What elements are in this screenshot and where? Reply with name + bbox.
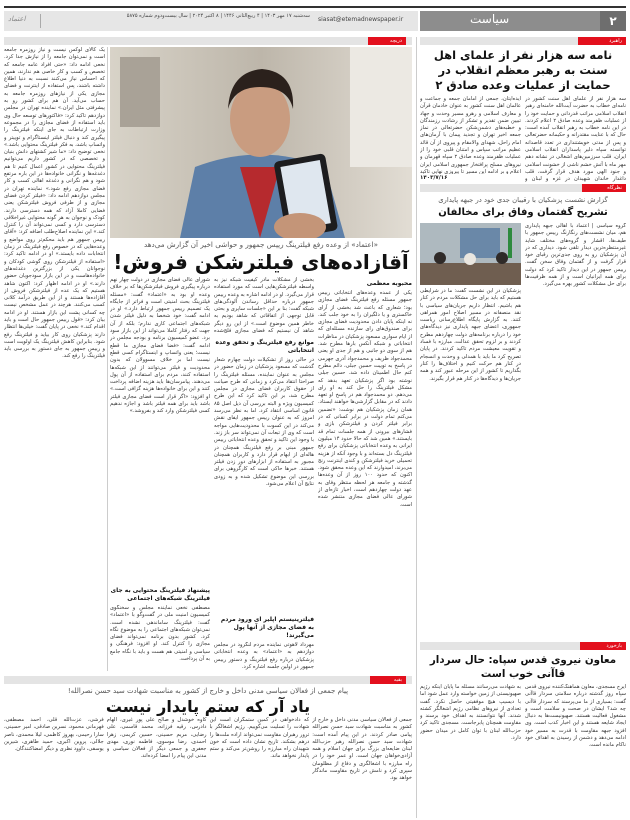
header-section-bar — [420, 11, 600, 31]
story2-kicker: گزارش نشست پزشکیان با رقیبان جدی خود در جبهه پایداری — [438, 196, 608, 204]
date-line: سه‌شنبه ۱۷ مهر ۱۴۰۳ | ۴ ربیع‌الثانی ۱۴۴۶ | ۸ اکتبر ۲۰۲۴ | سال بیست‌ودوم شماره ۵۸۷۵ — [126, 13, 310, 19]
bottom-col-3: کاوه خوشدل و صالح علی پور غیری، الهام دادرس، رقیه فرزانه، محمد قاسمی، علی رضایی، مریم حسینی، حسین کریمی، زهرا احمدی، رضا موسوی، فاطمه نوری، مهدی جعفری و جمعی دیگر از فعالان سیاسی و مدنی این پیام را امضا کرده‌اند. — [106, 717, 207, 760]
story3-columns — [420, 684, 626, 818]
tag-bar-viewpoint — [420, 184, 626, 192]
meeting-photo — [420, 223, 521, 285]
story1-headline: نامه سه هزار نفر از علمای اهل سنت به رهبر معظم انقلاب در حمایت از عملیات وعده صادق ۲ — [433, 48, 613, 92]
main-column-1 — [110, 277, 210, 671]
bottom-columns — [4, 717, 412, 818]
main-story — [110, 240, 412, 671]
story2 — [420, 192, 626, 639]
tag-bar-strategy — [420, 37, 626, 45]
main-photo — [110, 47, 412, 238]
tag-rest: بقیه — [370, 676, 406, 684]
subhead-content-filtering: پیشنهاد فیلترینگ محتوایی به جای فیلترینگ شبکه‌های اجتماعی — [110, 587, 210, 602]
story2-col-b: پزشکیان در این نشست گفت: ما در شرایطی هستیم که باید برای حل مشکلات مردم در کنار هم باشیم. انتظار داریم جریان‌های سیاسی با نقد منصفانه در مسیر اصلاح امور همراهی کنند. به گزارش پایگاه اطلاع‌رسانی ریاست جمهوری، اعضای جبهه پایداری نیز دیدگاه‌های خود را درباره برنامه‌های دولت چهاردهم مطرح کردند و بر لزوم تحقق عدالت، مبارزه با فساد و تقویت معیشت مردم تاکید کردند. در پایان تصریح کرد ما باید با همدلی و وحدت و انسجام در کنار هم حرکت کنیم و اختلاف‌ها را کنار بگذاریم تا کشور از این مرحله عبور کند و همه جریان‌ها و دیدگاه‌ها در کنار هم قرار بگیرند. — [420, 288, 521, 382]
header-divider — [40, 14, 41, 28]
bottom-headline: یاد آر که ستم پایدار نیست — [105, 697, 311, 716]
right-column — [420, 37, 626, 818]
story2-columns — [420, 223, 626, 639]
column-2-text-2: در حالی روز از تشکیلات دولت چهارم شعار گذشت که مسعود پزشکیان در زمان حضور در مجلس به عنوان نماینده، مسئله فیلترینگ را صراحتا انتقاد می‌کرد و زمانی که طرح صیانت از حقوق کاربران فضای مجازی در مجلس مطرح شد، بر این تاکید کرد که این طرح کمیسیون ویژه و البته بررسی آن ذیل اصل ۸۵ قانون اساسی انتقاد کرد. اما به نظر می‌رسد امروز که به عنوان رییس جمهور ایفای نقش می‌کند در این کسوت با محدودیت‌هایی مواجه است که وی از تبعات آن نمی‌تواند سر باز زند. با وجود این تاکید و تحقق وعده انتخاباتی رییس جمهور مبنی بر رفع فیلترینگ همچنان در هاله‌ای از ابهام قرار دارد و کاربران همچنان مجبور به استفاده از ابزارهای دور زدن فیلتر هستند. خبرها حاکی است که کارگروهی برای بررسی این موضوع تشکیل شده و به زودی نتایج آن اعلام می‌شود. — [214, 357, 314, 488]
column-2-text: بخشی از مشکلات مادر کیفیت شبکه نیز به واسطه فیلترشکن‌هایی است که مورد استفاده قرار می‌گیرد. او در ادامه اشاره به وعده رییس جمهور درباره حداقل رساندن آلودگی‌های شبکه گفت: بنا بر این «جلسات ساپری و بحثی قابل توجهی از اتفاقاتی که شاهد بودیم به خاطر همین موضوع است.» از این رو دیگر شاهد آن نیستیم که فضای مجازی فلج‌شده — [214, 277, 314, 335]
left-column-text: یک کالای لوکس نیست و نیاز روزمره جامعه است و نمی‌توان جامعه را از نیازش جدا کرد. نخعی ادامه داد: «حتی افراد عامه جامعه که تخصص و کسب و کار خاصی هم ندارند، همین که احساس نیاز می‌کنند نسبت به دنیا اطلاع داشته باشند، پس استفاده از اینترنت و فضای مجازی یکی از نیازهای روزمره جامعه به حساب می‌آید. آن هم برای کشور رو به پیشرفتی مثل ایران.» نماینده تهران در مجلس دوازدهم تاکید کرد: «فاکتورهای توسعه حال وی باید استفاده از فضای مجازی را در مجموعه وزارت ارتباطات به جای اینکه فیلترینگ را پیگیری کند و دنبال فیلتر اینستاگرام و توییتر و واتساپ باشد، به فکر فیلترینگ محتوایی باشد.» نخعی توضیح داد: «ما شیر کشتهای دانش بنیان و تخصصی که در کشور داریم می‌توانیم فیلترینگ محتوایی در کشور اعمال کنیم تا هم دغدغه‌ها و نگرانی خانواده‌ها در این باره مرتفع شود و هم نگرانی و دغدغه اهالی کسب و کار فضای مجازی رفع شود.» نماینده تهران در مجلس دوازدهم ادامه داد: «فیلتر کردن فضای مجازی و از طرفی فروش فیلترشکن یعنی فضایی کاملا آزاد که همه دسترسی دارند. کودک و نوجوان به هر گونه محتوایی غیراخلاقی دسترسی دارد و کسی نمی‌تواند آن را کنترل کند.» این نماینده اصلاح‌طلب اضافه کرد: «آقای رییس جمهور هم باید محکم‌تر روی مواضع و وعده‌هایی که در خصوص رفع فیلترینگ در زمان انتخابات داده بایستد.» او در ادامه تاکید کرد: «استفاده از فیلترشکن روی گوشی کودکان و نوجوانان یکی از بزرگترین دغدغه‌های خانواده‌هاست و در این بازار سودجویان حضور دارند.» او در ادامه اظهار کرد: اکنون شاهد هستیم که یک عده از فیلترشکن فروش از آقازاده‌ها هستند و از این طریق درآمد کلانی کسب می‌کنند. هرچند در عمل مشخص نیست چه کسانی پشت این بازار هستند. او در ادامه بیان کرد: «قول رییس جمهور حال است و باید اقدام کند.» نخعی در پایان گفت: خیلی‌ها انتظار دارند پزشکیان روی کار بیاید و فیلترینگ رفع شود. بنابراین کاهش فیلترینگ یک اولویت است و رییس جمهور به جای دستور به بررسی باید فیلترینگ را رفع کند. — [4, 47, 105, 360]
bottom-story — [4, 676, 412, 818]
column-2-text-3: مهرداد لاهوتی نماینده مردم لنگرود در مجلس دوازدهم به «اعتماد» به وعده انتخاباتی پزشکیان درباره رفع فیلترینگ و دستور رییس جمهور در اولین جلسه اشاره کرد. — [214, 642, 314, 670]
bottom-col-1: جمعی از فعالان سیاسی مدنی داخل و خارج از کشور به مناسبت شهادت سید حسن نصرالله پیامی صادر کردند. در این پیام آمده است: شهادت سید حسن نصرالله رهبر حزب‌الله لبنان ضایعه‌ای بزرگ برای جهان اسلام و همه آزادی‌خواهان جهان است. او عمر خود را در راه مبارزه با اشغالگری و دفاع از مظلومان سپری کرد و نامش در تاریخ مقاومت ماندگار خواهد بود. — [312, 717, 412, 782]
subhead-vpn-sellers: فیلترینیستم اپلیر ای ورود مردم به فضای مجازی از آنها پول می‌گیرند! — [220, 616, 314, 639]
man-with-phone-photo — [110, 47, 412, 238]
main-column-2 — [214, 277, 314, 671]
story2-headline: تشریح گفتمان وفاق برای مخالفان — [438, 207, 608, 218]
story1-columns — [420, 96, 626, 182]
story2-col-a: گروه سیاسی | اعتماد با اهالی جبهه پایداری هم، میان نشست‌های رنگارنگ رییس جمهور با طیف‌ها، اقشار و گروه‌های مختلف شاید غیرمنتظره‌ترین دیدار تلقی شود. دیداری که در آن پزشکیان رو به روی جدی‌ترین رقبای خود قرار گرفت و از گفتمان وفاق سخن گفت. رییس جمهور در این دیدار تاکید کرد که دولت برای همه ایرانیان است و از همه ظرفیت‌ها برای حل مشکلات کشور بهره می‌گیرد. — [525, 223, 626, 288]
main-kicker: «اعتماد» از وعده رفع فیلترینگ رییس جمهور و حواشی اخیر آن گزارش می‌دهد — [143, 240, 379, 249]
tag-feedback: بازخورد — [580, 642, 626, 650]
story2-col-b-wrap — [420, 223, 521, 639]
tag-strategy: راهبرد — [578, 37, 626, 45]
header-email[interactable]: siasat@etemadnewspaper.ir — [318, 16, 404, 23]
tag-bar-rest — [4, 676, 412, 684]
story1-date: ۱۴۰۳/۷/۱۶ — [420, 175, 448, 181]
bottom-kicker: پیام جمعی از فعالان سیاسی مدنی داخل و خارج از کشور به مناسبت شهادت سید حسن نصرالله! — [67, 687, 349, 695]
story1-col-a: سه هزار نفر از علمای اهل سنت کشور در نامه‌ای خطاب به حضرت آیت‌الله خامنه‌ای رهبر انقلاب اسلامی مراتب قدردانی و حمایت خود را از عملیات ظفرمند وعده صادق ۲ اعلام کردند. در این نامه خطاب به رهبر انقلاب آمده است: حال که با عنایت مقتدرانه و حکیمانه حضرتعالی و پس از مدتی خویشتنداری در تعدد قاصدانه توانسته سپاه دلیر پاسداران انقلاب اسلامی ایران، قلب سرزمین‌های اشغالی در نشانه دهم مهر ماه با آتش خشم ناشی از خشونت اسلامی و جنود الهی مورد هدف قرار گرفت، قلب داغدار خاندان شهیدان در غزه و لبنان و — [525, 96, 626, 182]
subhead-obstacles: موانع رفع فیلترینگ و تحقق وعده انتخاباتی — [215, 339, 314, 354]
tag-bar-window — [4, 37, 412, 45]
main-columns — [110, 277, 412, 671]
story3-col-b: به شهادت می‌رسانند مسئله ما پایان اینکه رژیم صهیونیستی از زمین خواسته وارد عمل شود اما با دیسیپ هیچ موفقیتی حاصل نکرد. گفت تعدادی از نیروهای نظامی رژیم اشغالگر کشته شدند. آنها نتوانستند به اهداف خود برسند و مقاومت همچنان پابرجاست. مسجدی تاکید کرد حزب‌الله لبنان با توان کامل در میدان حضور دارد. — [420, 684, 521, 742]
column-3-text: یکی از عمده وعده‌های انتخاباتی رییس جمهور مسئله رفع فیلترینگ فضای مجازی بود؛ شعاری که باعث شد بخشی از آرای خاکستری و یا دلگیران را به خود جلب کند. نه اینکه پایان دادن محدودیت فضای مجازی برای صندوق‌های رای سازنده مسئله‌ای که از ایام سواری مسعود پزشکیان در مناظرات انتخاباتی و شبکه آنکس بارها مطرح شد. هم از سوی دو جانبی و هم از جدی او یعنی محمدجواد ظریف و محمدجواد آذری جهرمی در پاسخ به توییت حسین جبلی، دائم مطرح کنم حال اطمینان داده شد. حسین جبلی نوشته بود اگر پزشکیان تعهد بدهد که مشکل فیلترینگ را حل کند به او رای می‌دهم. دو محمدجواد هم در پاسخ او تعهد دادند که در مقابل گزارشی‌ها خواهند ایستاد. همان زمان پزشکیان هم نوشت: «تضمین می‌کنم تمام دولت در برابر کسانی که در برابر فیلتر کردن و فیلترشکن بازی و فشارهای بیرونی از همه جلسات تمام قد بایستند.» همین شد که حالا حدود ۱۴ میلیون ایرانی به وعده انتخاباتی پزشکیان برای رفع فیلترینگ دل بسته‌اند و با وجود آنکه از هزینه تحمیلی خرید فیلترشکن و کندی اینترنت رنج می‌برند، امیدوارند که این وعده محقق شود. اکنون که حدود ۱۰۰ روز از آن وعده‌ها گذشته و جامعه هر لحظه منتظر وفای به عهد دولت چهاردهم است، اخبار تازه‌ای از شورای عالی فضای مجازی منتشر شده است. — [318, 290, 412, 508]
column-1-text-2: مصطفی نخعی نماینده مجلس و سخنگوی کمیسیون امنیت ملی در گفت‌وگو با «اعتماد» گفت: فیلترینگ ساماندهی نشده است. نمی‌توان شبکه‌های اجتماعی را به موضوع نگاه کرد. کشور بدون برنامه نمی‌تواند فضای مجازی را کنترل کند. او افزود: فرهنگی و سیاسی و امنیتی هم هست و باید با نگاه جامع به آن پرداخت. — [110, 605, 210, 663]
header-logo: اعتماد — [8, 15, 26, 23]
tag-window: دریچه — [368, 37, 406, 45]
top-rule — [4, 6, 626, 8]
section-title: سیاست — [470, 12, 510, 26]
column-1-text: شورای عالی فضای مجازی در دولت چهار نهم درباره پیگیری فروش فیلترشکن‌ها که بر خلاف وعده او بود به «اعتماد» گفت: «مسئله فیلترینگ بحث امنیتی است و فراتر از جایگاه یک تصمیم رییس جمهور ارتباط دارد.» او در ادامه گفت: خود شخصا به دلیل فیلتر شدن شبکه‌های اجتماعی کاری ندارم؛ بلکه از آن جهت که رفتار کاملا می‌تواند از این بازار سود برد. عضو کمیسیون برنامه و بودجه مجلس در ادامه گفت: «فضا فضای مجازی ما قطع نیست؛ یعنی واتساپ و اینستاگرام کسی قطع نیست اما بر خلاف مسوولان که بدون محدودیت و فیلتر می‌توانند از این شبکه‌ها استفاده کنند، مردم برای استفاده از آن پول می‌دهند. پیامرسان‌ها باید هزینه اضافه پرداخت کنند و این برای خانواده‌ها هزینه گزافی است.» او افزود: «اگر قرار است فضای مجازی فیلتر باشد باید برای همه فیلتر باشد و اجازه ندهیم کسی فیلترشکن وارد کند و بفروشد.» — [110, 277, 210, 415]
bottom-col-4: فرشی، عزت‌الله قلی، احمد مصطفی، فهرمانی محمود، نسرین صادقی، امیر حسینی، سارا رحیمی، بهروز کاظمی، لیلا محمدی، ناصر جلالی، پروین اکبری، حمید طاهری، شیرین یوسفی، داوود نظری و دیگر امضاکنندگان. — [4, 717, 104, 753]
story1-col-b-wrap — [420, 96, 521, 182]
author-byline: محبوبه معظمی — [366, 280, 412, 287]
story3-headline: معاون نیروی قدس سپاه: حال سردار قاآنی خوب است — [429, 654, 617, 680]
story1-col-b: ایذه‌ایتان، جمعی از امامان جمعه و جماعت و عالمان اهل سنت کشور به عنوان خادمان قرآن و معارف اسلامی و رهرو مسیر وحدت و جهاد تبیین ضمن تقدیر و تشکر از رشادت رزمندگان و خطبه‌های دشمن‌شکن حضرتعالی در نماز جمعه اخیر تهران و تجدید پیمان با آرمان‌های امام راحل، شهدای والامقام و پیروی از آن قائد عظیم مراتب سپاس و امتنان قلبی خود را از عملیات ظفرمند وعده صادق ۲ سپاه قهرمان و نیروهای مسلح پرافتخار جمهوری اسلامی ایران اعلام و بر ادامه این مسیر تا پیروزی نهایی تاکید — [420, 96, 521, 174]
right-column-divider — [416, 37, 417, 818]
column-divider — [107, 47, 108, 671]
page-number: ۲ — [600, 11, 626, 31]
story1 — [420, 45, 626, 182]
story3-col-a: ایرج مسجدی، معاون هماهنگ‌کننده نیروی قدس سپاه روز گذشته درباره سلامتی سردار قاآنی گفت: بسیاری از ما می‌پرسند که سردار قاآنی چه شد؟ ایشان در صحت و سلامت است و مشغول فعالیت هستند. صهیونیست‌ها به دنبال ایجاد شایعه هستند و این اخبار کذب است. وی افزود جبهه مقاومت با قدرت به مسیر خود ادامه می‌دهد و دشمن از رسیدن به اهداف خود ناکام مانده است. — [525, 684, 626, 749]
tag-viewpoint: نظرگاه — [582, 184, 626, 192]
tag-bar-feedback — [420, 642, 626, 650]
main-column-3 — [318, 277, 412, 671]
story3 — [420, 650, 626, 818]
meeting-photo-image — [420, 223, 521, 285]
main-headline: آقازاده‌های فیلترشکن فروش! — [113, 250, 409, 274]
bottom-col-2: که دادخواهی در کمین ستمگران است این شهادت را تسلیت می‌گوییم. رژیم اشغالگر با ترور رهبران مقاومت نمی‌تواند اراده ملت‌ها را درهم بشکند. تاریخ نشان داده است که خون شهیدان راه مبارزه را روشن‌تر می‌کند و ستم پایدار نخواهد ماند. — [209, 717, 310, 760]
